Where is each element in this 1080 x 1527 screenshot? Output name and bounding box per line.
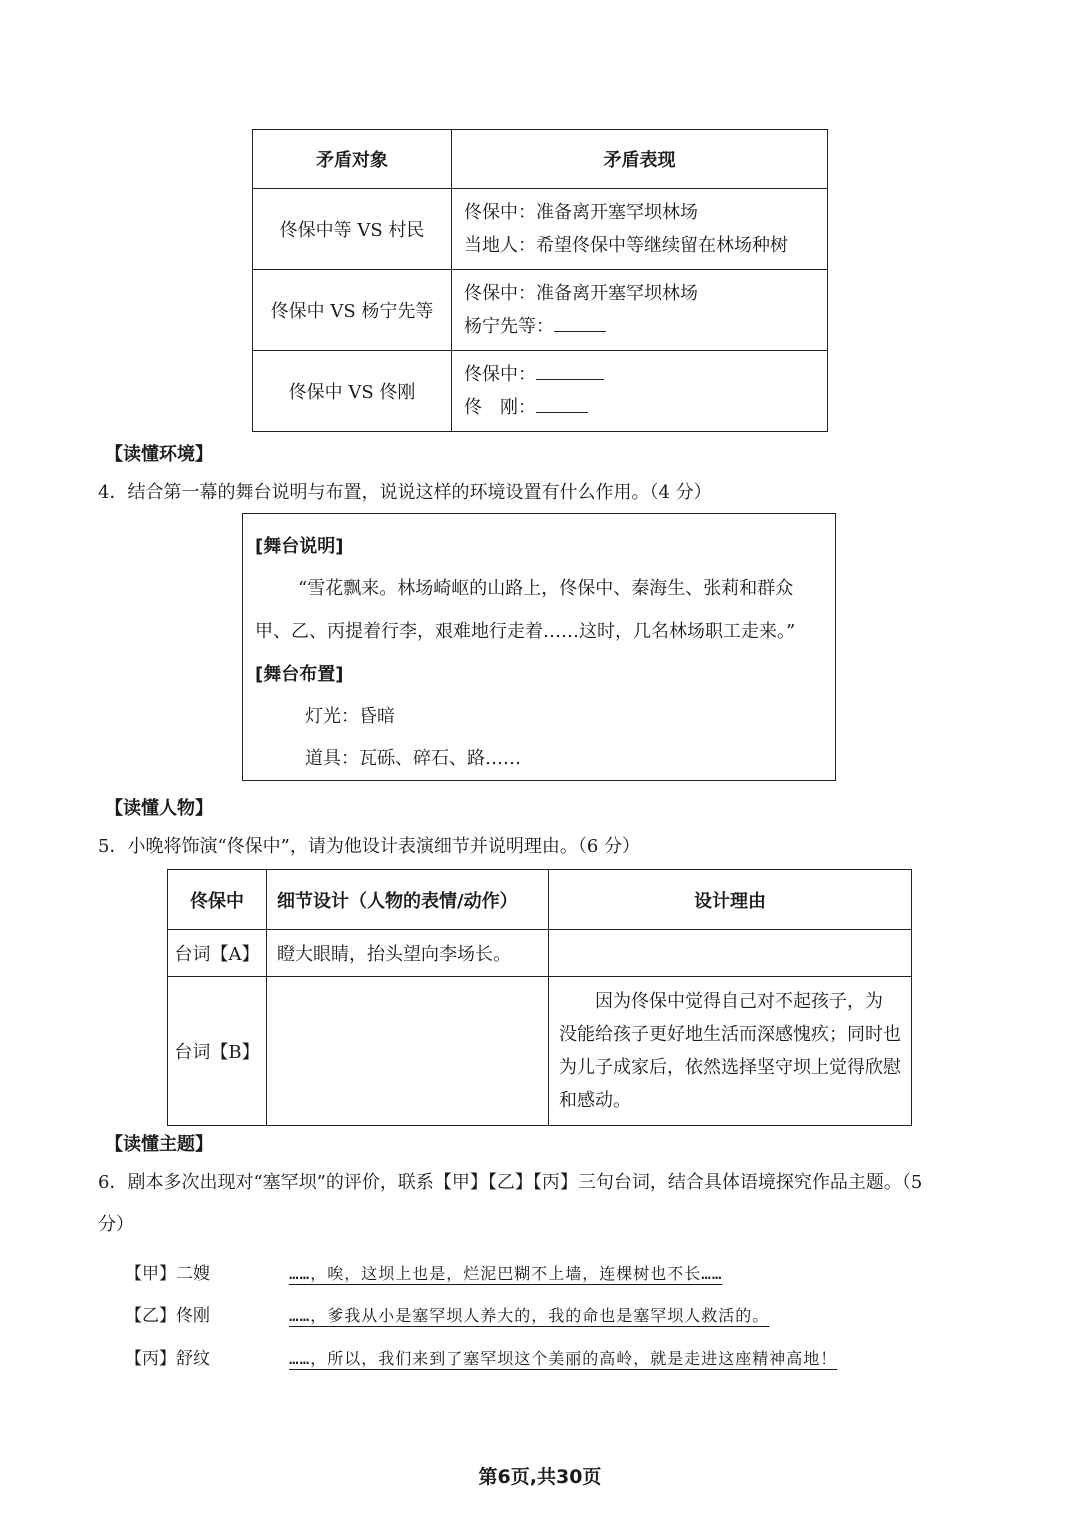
detail-line: 佟保中：准备离开塞罕坝林场 <box>464 202 698 223</box>
conflict-object: 佟保中 VS 杨宁先等 <box>253 270 452 351</box>
detail-line: 佟保中：准备离开塞罕坝林场 <box>464 283 698 304</box>
stage-light: 灯光：昏暗 <box>305 706 395 727</box>
conflict-object: 佟保中等 VS 村民 <box>253 189 452 270</box>
detail-label: 佟 刚： <box>464 397 536 418</box>
detail-cell: 瞪大眼睛，抬头望向李场长。 <box>267 930 549 977</box>
reason-cell[interactable] <box>549 930 912 977</box>
performance-table <box>167 869 912 1126</box>
table-row <box>253 270 828 351</box>
stage-desc-line: 甲、乙、丙提着行李，艰难地行走着……这时，几名林场职工走来。” <box>255 621 796 642</box>
detail-label: 杨宁先等： <box>464 316 554 337</box>
stage-box <box>242 513 836 781</box>
answer-blank[interactable] <box>536 363 604 380</box>
conflict-table <box>252 129 828 432</box>
stage-props: 道具：瓦砾、碎石、路…… <box>305 748 521 769</box>
quote-text: ……，爹我从小是塞罕坝人养大的，我的命也是塞罕坝人救活的。 <box>289 1306 770 1325</box>
reason-line: 为儿子成家后，依然选择坚守坝上觉得欣慰 <box>559 1057 901 1078</box>
page-number: 第6页,共30页 <box>478 1466 602 1488</box>
table-row <box>253 351 828 432</box>
detail-label: 佟保中： <box>464 364 536 385</box>
reason-line: 和感动。 <box>559 1090 631 1111</box>
quote-speaker: 【乙】佟刚 <box>125 1306 210 1326</box>
table-header: 细节设计（人物的表情/动作） <box>267 870 549 930</box>
table-header: 矛盾表现 <box>452 130 828 189</box>
section-heading: 【读懂人物】 <box>105 798 213 819</box>
line-label: 台词【A】 <box>168 930 267 977</box>
reason-line: 因为佟保中觉得自己对不起孩子，为 <box>559 991 883 1012</box>
detail-line <box>464 310 826 343</box>
table-header: 佟保中 <box>168 870 267 930</box>
quote-text: ……，唉，这坝上也是，烂泥巴糊不上墙，连棵树也不长…… <box>289 1264 723 1283</box>
reason-cell <box>549 977 912 1126</box>
answer-blank[interactable] <box>554 315 606 332</box>
table-row <box>253 189 828 270</box>
question-6: 6．剧本多次出现对“塞罕坝”的评价，联系【甲】【乙】【丙】三句台词，结合具体语境探究作品主题。（5 <box>98 1172 923 1193</box>
answer-blank[interactable] <box>536 396 588 413</box>
quote-speaker: 【丙】舒纹 <box>125 1349 210 1369</box>
quote-speaker: 【甲】二嫂 <box>125 1264 210 1284</box>
quote-row <box>125 1344 837 1369</box>
table-header: 设计理由 <box>549 870 912 930</box>
table-row <box>168 977 912 1126</box>
quote-row <box>125 1301 769 1326</box>
quote-text: ……，所以，我们来到了塞罕坝这个美丽的高岭，就是走进这座精神高地！ <box>289 1349 838 1368</box>
section-heading: 【读懂环境】 <box>105 444 213 465</box>
line-label: 台词【B】 <box>168 977 267 1126</box>
detail-cell[interactable] <box>267 977 549 1126</box>
table-header: 矛盾对象 <box>253 130 452 189</box>
quote-row <box>125 1259 723 1284</box>
table-row <box>168 930 912 977</box>
stage-layout-title: [舞台布置] <box>255 664 344 685</box>
conflict-object: 佟保中 VS 佟刚 <box>253 351 452 432</box>
stage-desc-title: [舞台说明] <box>255 536 344 557</box>
detail-line: 当地人：希望佟保中等继续留在林场种树 <box>464 235 788 256</box>
detail-line <box>464 391 826 424</box>
section-heading: 【读懂主题】 <box>105 1134 213 1155</box>
question-4: 4．结合第一幕的舞台说明与布置，说说这样的环境设置有什么作用。（4 分） <box>98 482 712 503</box>
conflict-detail <box>452 270 828 351</box>
stage-desc-line: “雪花飘来。林场崎岖的山路上，佟保中、秦海生、张莉和群众 <box>298 578 794 599</box>
question-5: 5．小晚将饰演“佟保中”，请为他设计表演细节并说明理由。（6 分） <box>98 836 641 857</box>
reason-line: 没能给孩子更好地生活而深感愧疚；同时也 <box>559 1024 901 1045</box>
detail-line <box>464 358 826 391</box>
conflict-detail <box>452 351 828 432</box>
conflict-detail <box>452 189 828 270</box>
question-6-cont: 分） <box>98 1214 134 1235</box>
